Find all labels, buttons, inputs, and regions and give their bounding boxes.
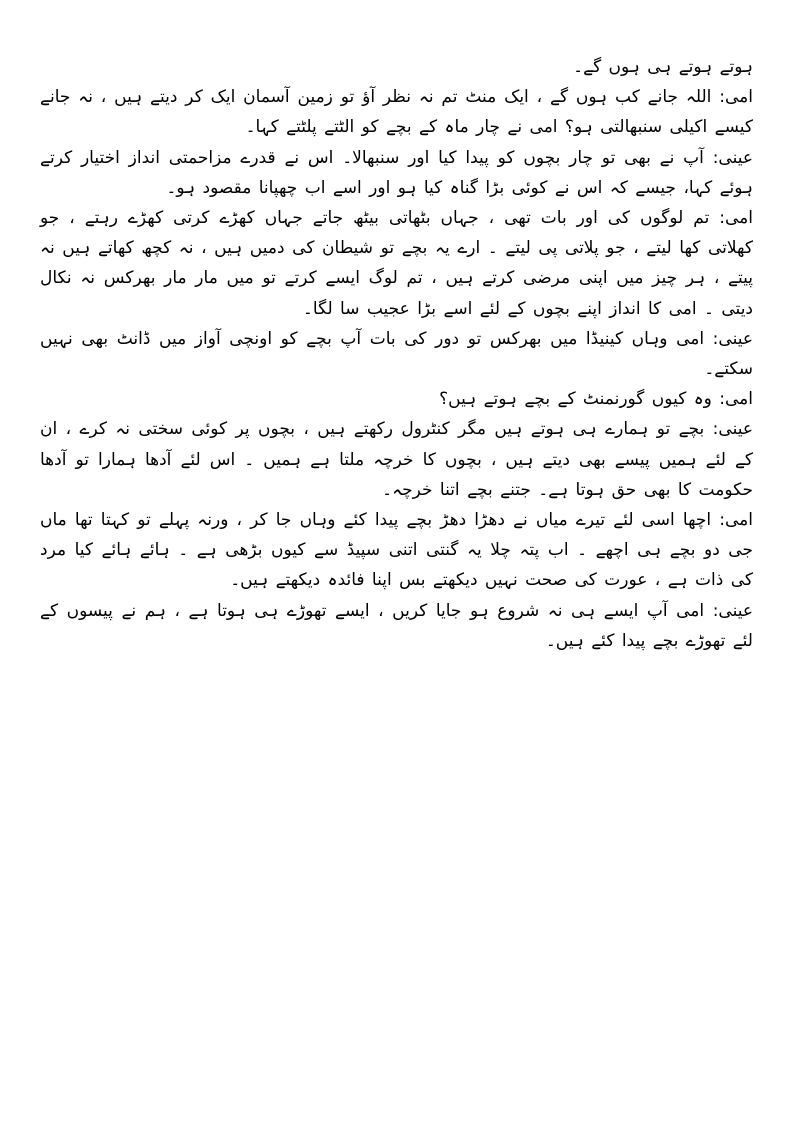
paragraph: امی: وہ کیوں گورنمنٹ کے بچے ہوتے ہیں؟ xyxy=(439,389,753,410)
paragraph: ہوتے ہوتے ہی ہوں گے۔ xyxy=(573,57,753,77)
paragraph: امی: اچھا اسی لئے تیرے میاں نے دھڑا دھڑ بچے پیدا کئے وہاں جا کر ، ورنہ پہلے تو کہتا تھا ماں جی دو بچے ہی اچھے ۔ اب پتہ چلا یہ گنتی اتنی سپیڈ سے کیوں بڑھی ہے ۔ ہائے ہائے کیا مرد کی ذات ہے ، عورت کی صحت نہیں دیکھتے بس اپنا فائدہ دیکھتے ہیں۔ xyxy=(40,510,753,591)
paragraph: عینی: امی آپ ایسے ہی نہ شروع ہو جایا کریں ، ایسے تھوڑے ہی ہوتا ہے ، ہم نے پیسوں کے لئے تھوڑے بچے پیدا کئے ہیں۔ xyxy=(40,600,753,651)
paragraph: امی: اللہ جانے کب ہوں گے ، ایک منٹ تم نہ نظر آؤ تو زمین آسمان ایک کر دیتے ہیں ، نہ جانے کیسے اکیلی سنبھالتی ہو؟ امی نے چار ماہ کے بچے کو الٹتے پلٹتے کہا۔ xyxy=(40,87,753,138)
paragraph: امی: تم لوگوں کی اور بات تھی ، جہاں بٹھاتی بیٹھ جاتے جہاں کھڑے کرتی کھڑے رہتے ، جو کھلاتی کھا لیتے ، جو پلاتی پی لیتے ۔ ارے یہ بچے تو شیطان کی دمیں ہیں ، نہ کچھ کھاتے ہیں نہ پیتے ، ہر چیز میں اپنی مرضی کرتے ہیں ، تم لوگ ایسے کرتے تو میں مار مار بھرکس نہ نکال دیتی ۔ امی کا انداز اپنے بچوں کے لئے اسے بڑا عجیب سا لگا۔ xyxy=(40,208,753,319)
paragraph: عینی: بچے تو ہمارے ہی ہوتے ہیں مگر کنٹرول رکھتے ہیں ، بچوں پر کوئی سختی نہ کرے ، ان کے لئے ہمیں پیسے بھی دیتے ہیں ، بچوں کا خرچہ ملتا ہے ہمیں ۔ اس لئے آدھا ہمارا تو آدھا حکومت کا بھی حق ہوتا ہے۔ جتنے بچے اتنا خرچہ۔ xyxy=(40,419,753,500)
paragraph: عینی: آپ نے بھی تو چار بچوں کو پیدا کیا اور سنبھالا۔ اس نے قدرے مزاحمتی انداز اختیار کرتے ہوئے کہا، جیسے کہ اس نے کوئی بڑا گناہ کیا ہو اور اسے اب چھپانا مقصود ہو۔ xyxy=(40,147,753,198)
document-body xyxy=(40,52,753,656)
paragraph: عینی: امی وہاں کینیڈا میں بھرکس تو دور کی بات آپ بچے کو اونچی آواز میں ڈانٹ بھی نہیں سکتے۔ xyxy=(40,328,753,380)
